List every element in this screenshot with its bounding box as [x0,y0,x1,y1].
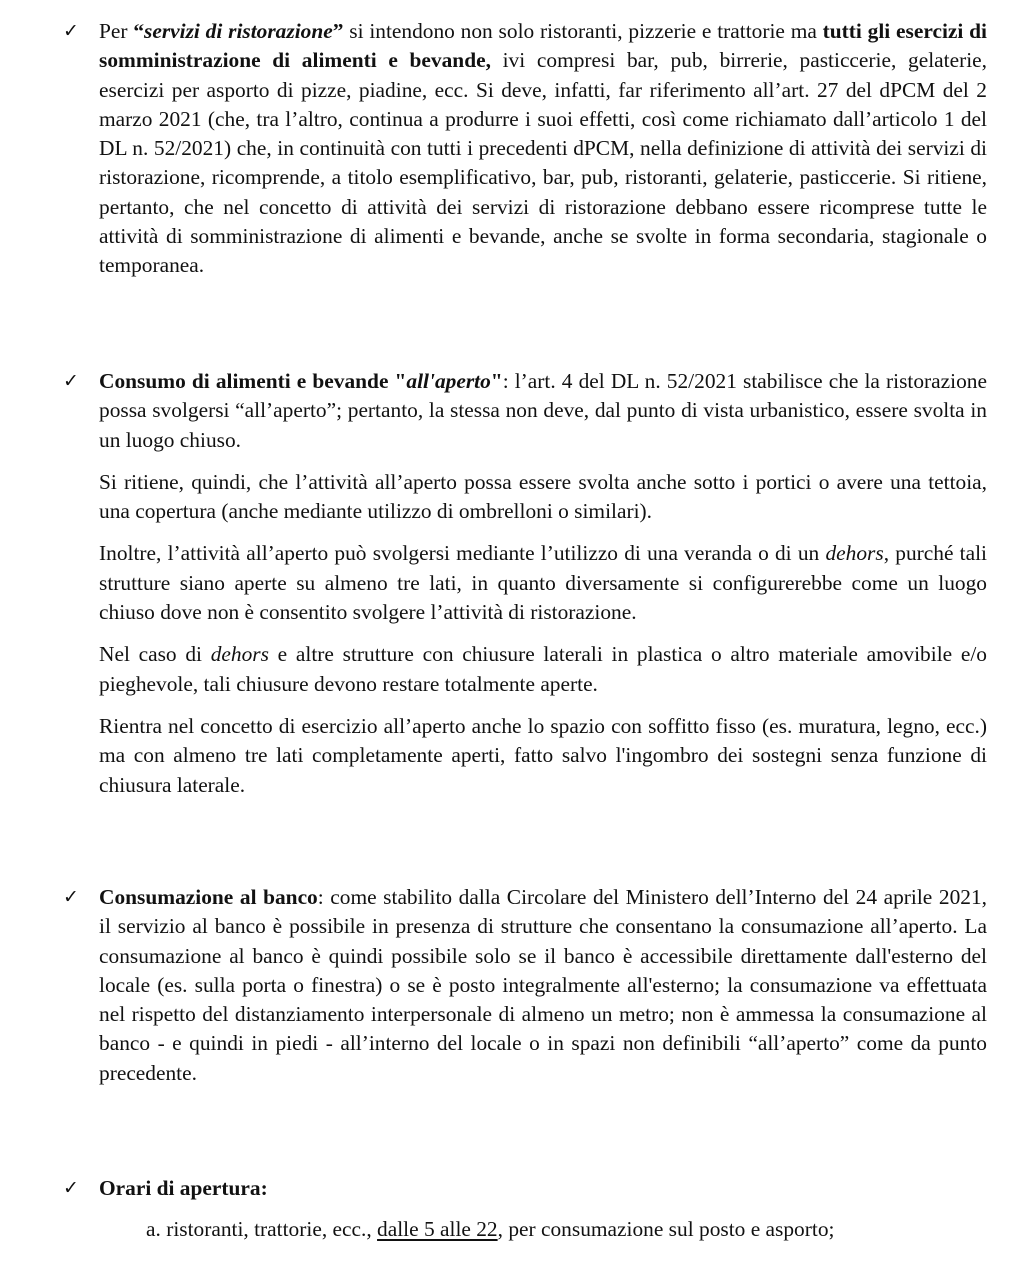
text-run: Consumazione al banco [99,885,318,909]
list-item-consumazione-al-banco [63,883,987,1088]
text-run: ” [332,19,344,43]
paragraph [99,883,987,1088]
checkmark-icon: ✓ [63,886,79,908]
paragraph [99,17,987,281]
item-text [99,1174,987,1203]
text-run: Rientra nel concetto di esercizio all’aperto anche lo spazio con soffitto fisso (es. muratura, legno, ecc.) ma con almeno tre lati completamente aperti, fatto salvo l'ingombro dei sostegni senza funzione di chiusura laterale. [99,713,987,797]
text-run: : l’art. 4 del DL n. 52/2021 stabilisce che la ristorazione possa svolgersi “all’aperto”; pertanto, la stessa non deve, dal punto di vista urbanistico, essere svolta in un luogo chiuso. [99,369,987,452]
paragraph [99,539,987,627]
text-run: e altre strutture con chiusure laterali in plastica o altro materiale amovibile e/o pieghevole, tali chiusure devono restare totalmente aperte. [99,642,987,696]
paragraph [99,712,987,800]
checkmark-icon: ✓ [63,20,79,42]
checkmark-icon: ✓ [63,370,79,392]
paragraph [99,468,987,527]
text-run: dalle 5 alle 22 [377,1217,498,1241]
paragraph [99,640,987,699]
item-text [99,367,987,800]
text-run: si intendono non solo ristoranti, pizzerie e trattorie ma [343,19,823,43]
list-item-servizi-ristorazione [63,17,987,281]
text-run: dehors [210,642,269,667]
text-run: , per consumazione sul posto e asporto; [497,1217,835,1241]
text-run: tutti gli esercizi di somministrazione di alimenti e bevande, [99,19,987,73]
item-text [99,17,987,281]
sub-item-a-ristoranti [146,1215,1006,1244]
text-run: Si ritiene, quindi, che l’attività all’aperto possa essere svolta anche sotto i portici o avere una tettoia, una copertura (anche mediante utilizzo di ombrelloni o similari). [99,469,987,524]
text-run: Inoltre, l’attività all’aperto può svolgersi mediante l’utilizzo di una veranda o di un [99,541,826,566]
paragraph [99,1174,987,1203]
text-run: , purché tali strutture siano aperte su almeno tre lati, in quanto diversamente si configurerebbe come un luogo chiuso dove non è consentito svolgere l’attività di ristorazione. [99,541,987,625]
text-run: dehors [825,541,884,566]
text-run: " [490,369,503,393]
text-run: Consumo di alimenti e bevande " [99,369,407,393]
text-run: Nel caso di [99,642,211,667]
text-run: Per [99,19,134,43]
text-run: Orari di apertura: [99,1176,268,1200]
text-run: servizi di ristorazione [144,19,333,43]
text-run: all'aperto [406,369,491,393]
text-run: ivi compresi bar, pub, birrerie, pasticcerie, gelaterie, esercizi per asporto di pizze, piadine, ecc. Si deve, infatti, far riferimento all’art. 27 del dPCM del 2 marzo 2021 (che, tra l’altro, continua a produrre i suoi effetti, così come richiamato dall’articolo 1 del DL n. 52/2021) che, in continuità con tutti i precedenti dPCM, nella definizione di attività dei servizi di ristorazione, ricomprende, a titolo esemplificativo, bar, pub, ristoranti, gelaterie, pasticcerie. Si ritiene, pertanto, che nel concetto di attività dei servizi di ristorazione debbano essere ricomprese tutte le attività di somministrazione di alimenti e bevande, anche se svolte in forma secondaria, stagionale o temporanea. [99,48,987,278]
list-item-consumo-all-aperto [63,367,987,800]
text-run: a. ristoranti, trattorie, ecc., [146,1217,378,1241]
checkmark-icon: ✓ [63,1177,79,1199]
paragraph [99,367,987,455]
item-text [99,883,987,1088]
text-run: : come stabilito dalla Circolare del Ministero dell’Interno del 24 aprile 2021, il servizio al banco è possibile in presenza di strutture che consentano la consumazione all’aperto. La consumazione al banco è quindi possibile solo se il banco è accessibile direttamente dall'esterno del locale (es. sulla porta o finestra) o se è posto integralmente all'esterno; la consumazione va effettuata nel rispetto del distanziamento interpersonale di almeno un metro; non è ammessa la consumazione al banco - e quindi in piedi - all’interno del locale o in spazi non definibili “all’aperto” come da punto precedente. [99,885,987,1085]
text-run: “ [133,19,145,43]
list-item-orari-di-apertura [63,1174,987,1203]
